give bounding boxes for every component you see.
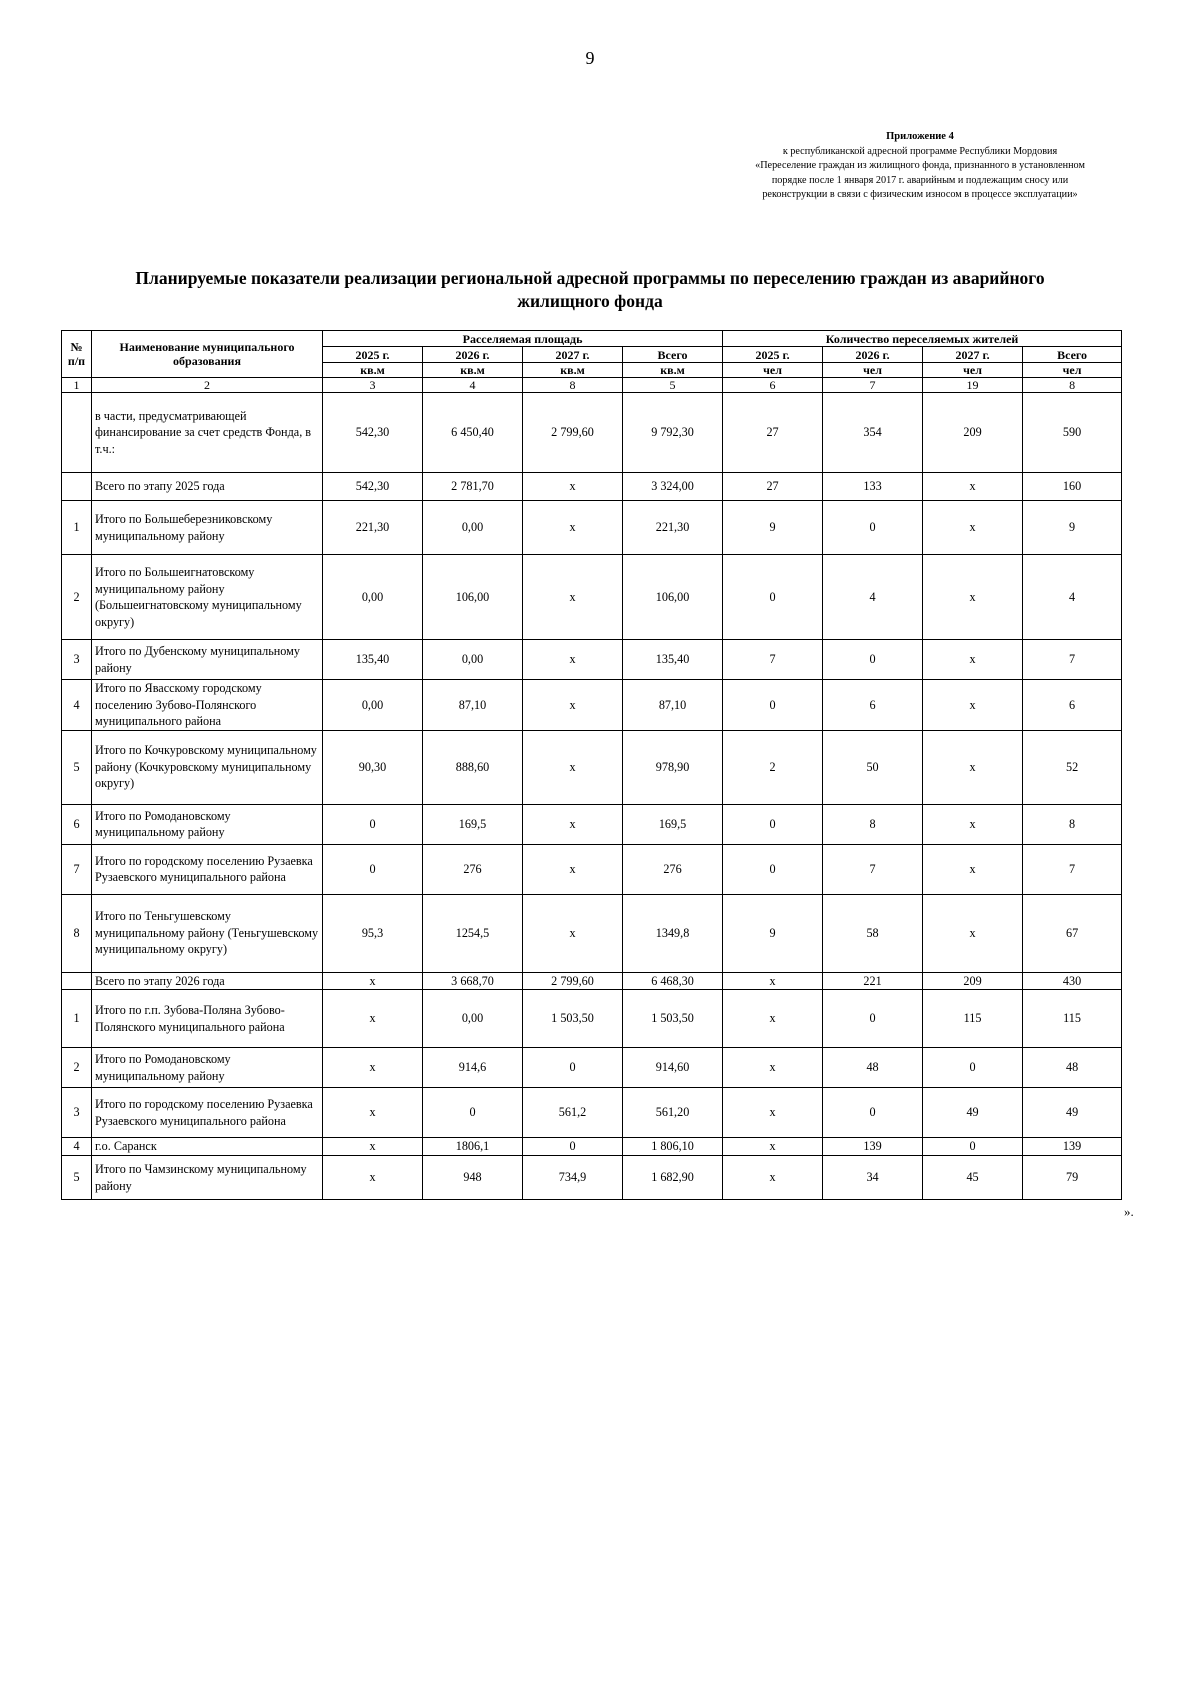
value-cell: х <box>723 1138 823 1156</box>
value-cell: 561,2 <box>523 1088 623 1138</box>
value-cell: х <box>923 894 1023 972</box>
value-cell: 2 781,70 <box>423 473 523 501</box>
header-unit: чел <box>723 363 823 378</box>
municipality-name-cell: Итого по Большеберезниковскому муниципальному району <box>92 501 323 555</box>
value-cell: 8 <box>823 804 923 844</box>
municipality-name-cell: Итого по Чамзинскому муниципальному району <box>92 1156 323 1200</box>
value-cell: 7 <box>1023 640 1122 680</box>
value-cell: 0 <box>723 844 823 894</box>
row-number-cell: 5 <box>62 1156 92 1200</box>
appendix-line: порядке после 1 января 2017 г. аварийным и подлежащим сносу или <box>771 174 1069 186</box>
value-cell: 430 <box>1023 972 1122 990</box>
value-cell: 139 <box>823 1138 923 1156</box>
value-cell: 209 <box>923 393 1023 473</box>
row-number-cell: 8 <box>62 894 92 972</box>
header-unit: чел <box>923 363 1023 378</box>
header-year: 2025 г. <box>323 347 423 363</box>
table-row <box>62 501 1122 555</box>
value-cell: 0 <box>823 640 923 680</box>
row-number-cell: 4 <box>62 680 92 731</box>
column-number: 7 <box>823 378 923 393</box>
municipality-name-cell: Итого по Дубенскому муниципальному району <box>92 640 323 680</box>
value-cell: 1 682,90 <box>623 1156 723 1200</box>
appendix-title: Приложение 4 <box>886 131 954 142</box>
municipality-name-cell: Итого по городскому поселению Рузаевка Рузаевского муниципального района <box>92 1088 323 1138</box>
value-cell: 169,5 <box>423 804 523 844</box>
table-row <box>62 894 1122 972</box>
value-cell: 276 <box>423 844 523 894</box>
value-cell: 87,10 <box>423 680 523 731</box>
header-year: 2025 г. <box>723 347 823 363</box>
table-row <box>62 473 1122 501</box>
municipality-name-cell: Итого по Ромодановскому муниципальному району <box>92 1048 323 1088</box>
value-cell: х <box>523 894 623 972</box>
value-cell: х <box>923 680 1023 731</box>
value-cell: 0 <box>823 990 923 1048</box>
value-cell: 48 <box>1023 1048 1122 1088</box>
value-cell: 160 <box>1023 473 1122 501</box>
value-cell: 590 <box>1023 393 1122 473</box>
row-number-cell: 2 <box>62 555 92 640</box>
value-cell: 354 <box>823 393 923 473</box>
table-row <box>62 1156 1122 1200</box>
value-cell: 209 <box>923 972 1023 990</box>
value-cell: 221,30 <box>623 501 723 555</box>
value-cell: 914,60 <box>623 1048 723 1088</box>
value-cell: х <box>523 844 623 894</box>
value-cell: 978,90 <box>623 730 723 804</box>
row-number-cell: 3 <box>62 640 92 680</box>
row-number-cell: 7 <box>62 844 92 894</box>
closing-quote-mark: ». <box>1124 1204 1134 1219</box>
value-cell: 139 <box>1023 1138 1122 1156</box>
value-cell: 27 <box>723 393 823 473</box>
header-year: Всего <box>623 347 723 363</box>
value-cell: 0,00 <box>323 555 423 640</box>
value-cell: 8 <box>1023 804 1122 844</box>
municipality-name-cell: Итого по Ромодановскому муниципальному району <box>92 804 323 844</box>
value-cell: 542,30 <box>323 473 423 501</box>
row-number-cell <box>62 393 92 473</box>
table-row <box>62 972 1122 990</box>
value-cell: 106,00 <box>623 555 723 640</box>
value-cell: 48 <box>823 1048 923 1088</box>
value-cell: 50 <box>823 730 923 804</box>
value-cell: 52 <box>1023 730 1122 804</box>
value-cell: 0 <box>823 1088 923 1138</box>
value-cell: 7 <box>723 640 823 680</box>
table-row <box>62 555 1122 640</box>
row-number-cell: 6 <box>62 804 92 844</box>
value-cell: 7 <box>823 844 923 894</box>
value-cell: 58 <box>823 894 923 972</box>
value-cell: х <box>523 730 623 804</box>
value-cell: 9 <box>723 894 823 972</box>
municipality-name-cell: Всего по этапу 2026 года <box>92 972 323 990</box>
value-cell: х <box>923 640 1023 680</box>
column-number: 2 <box>92 378 323 393</box>
value-cell: 4 <box>823 555 923 640</box>
row-number-cell: 5 <box>62 730 92 804</box>
value-cell: 169,5 <box>623 804 723 844</box>
value-cell: 9 <box>1023 501 1122 555</box>
header-people-group: Количество переселяемых жителей <box>723 331 1122 347</box>
value-cell: 87,10 <box>623 680 723 731</box>
appendix-line: «Переселение граждан из жилищного фонда, признанного в установленном <box>755 160 1085 171</box>
document-title-line: Планируемые показатели реализации региональной адресной программы по переселению граждан из аварийного <box>135 268 1045 288</box>
table-row <box>62 393 1122 473</box>
header-year: 2027 г. <box>523 347 623 363</box>
header-year: 2027 г. <box>923 347 1023 363</box>
value-cell: х <box>923 804 1023 844</box>
value-cell: х <box>723 1048 823 1088</box>
value-cell: х <box>323 972 423 990</box>
value-cell: 115 <box>923 990 1023 1048</box>
row-number-cell: 2 <box>62 1048 92 1088</box>
table-row <box>62 990 1122 1048</box>
value-cell: 888,60 <box>423 730 523 804</box>
value-cell: 9 <box>723 501 823 555</box>
value-cell: 67 <box>1023 894 1122 972</box>
header-unit: кв.м <box>423 363 523 378</box>
value-cell: 1806,1 <box>423 1138 523 1156</box>
value-cell: 914,6 <box>423 1048 523 1088</box>
municipality-name-cell: Итого по Большеигнатовскому муниципальному району (Большеигнатовскому муниципальному округу) <box>92 555 323 640</box>
municipality-name-cell: в части, предусматривающей финансирование за счет средств Фонда, в т.ч.: <box>92 393 323 473</box>
value-cell: 95,3 <box>323 894 423 972</box>
value-cell: 45 <box>923 1156 1023 1200</box>
value-cell: х <box>923 844 1023 894</box>
value-cell: х <box>323 1048 423 1088</box>
value-cell: 1254,5 <box>423 894 523 972</box>
header-unit: кв.м <box>523 363 623 378</box>
value-cell: 9 792,30 <box>623 393 723 473</box>
column-number: 5 <box>623 378 723 393</box>
value-cell: х <box>323 990 423 1048</box>
value-cell: х <box>723 972 823 990</box>
value-cell: 0 <box>723 680 823 731</box>
value-cell: 49 <box>923 1088 1023 1138</box>
value-cell: х <box>523 501 623 555</box>
value-cell: 0 <box>423 1088 523 1138</box>
value-cell: 4 <box>1023 555 1122 640</box>
value-cell: 0 <box>823 501 923 555</box>
value-cell: 6 <box>1023 680 1122 731</box>
value-cell: 0,00 <box>423 640 523 680</box>
municipality-name-cell: Итого по Кочкуровскому муниципальному району (Кочкуровскому муниципальному округу) <box>92 730 323 804</box>
value-cell: 1 806,10 <box>623 1138 723 1156</box>
header-unit: кв.м <box>323 363 423 378</box>
value-cell: 0,00 <box>423 990 523 1048</box>
table-row <box>62 640 1122 680</box>
value-cell: 7 <box>1023 844 1122 894</box>
appendix-line: к республиканской адресной программе Республики Мордовия <box>782 145 1058 157</box>
value-cell: 1 503,50 <box>523 990 623 1048</box>
value-cell: 90,30 <box>323 730 423 804</box>
value-cell: 49 <box>1023 1088 1122 1138</box>
value-cell: 221,30 <box>323 501 423 555</box>
column-number: 19 <box>923 378 1023 393</box>
value-cell: 2 799,60 <box>523 972 623 990</box>
municipality-name-cell: Итого по Теньгушевскому муниципальному району (Теньгушевскому муниципальному округу) <box>92 894 323 972</box>
table-row <box>62 730 1122 804</box>
value-cell: 6 450,40 <box>423 393 523 473</box>
row-number-cell <box>62 972 92 990</box>
value-cell: 6 <box>823 680 923 731</box>
table-row <box>62 844 1122 894</box>
value-cell: 135,40 <box>323 640 423 680</box>
header-unit: чел <box>823 363 923 378</box>
value-cell: х <box>523 640 623 680</box>
header-area-group: Расселяемая площадь <box>323 331 723 347</box>
value-cell: 0 <box>323 844 423 894</box>
value-cell: 133 <box>823 473 923 501</box>
value-cell: х <box>723 990 823 1048</box>
appendix-block <box>700 130 1140 203</box>
value-cell: х <box>523 680 623 731</box>
value-cell: х <box>923 730 1023 804</box>
value-cell: 561,20 <box>623 1088 723 1138</box>
page-number: 9 <box>585 48 595 68</box>
value-cell: х <box>723 1088 823 1138</box>
value-cell: 0 <box>723 555 823 640</box>
value-cell: 3 324,00 <box>623 473 723 501</box>
value-cell: х <box>523 555 623 640</box>
row-number-cell: 4 <box>62 1138 92 1156</box>
value-cell: 276 <box>623 844 723 894</box>
municipality-name-cell: Всего по этапу 2025 года <box>92 473 323 501</box>
header-unit: кв.м <box>623 363 723 378</box>
document-title <box>60 267 1120 313</box>
row-number-cell: 1 <box>62 990 92 1048</box>
value-cell: 6 468,30 <box>623 972 723 990</box>
header-unit: чел <box>1023 363 1122 378</box>
column-number: 8 <box>1023 378 1122 393</box>
row-number-cell: 1 <box>62 501 92 555</box>
value-cell: х <box>923 473 1023 501</box>
value-cell: 0 <box>323 804 423 844</box>
document-title-line: жилищного фонда <box>517 291 663 311</box>
value-cell: 135,40 <box>623 640 723 680</box>
value-cell: 115 <box>1023 990 1122 1048</box>
table-row <box>62 1088 1122 1138</box>
column-number: 8 <box>523 378 623 393</box>
municipality-name-cell: Итого по городскому поселению Рузаевка Рузаевского муниципального района <box>92 844 323 894</box>
value-cell: 34 <box>823 1156 923 1200</box>
table-row <box>62 1048 1122 1088</box>
header-year: Всего <box>1023 347 1122 363</box>
value-cell: 0,00 <box>323 680 423 731</box>
header-num: № п/п <box>62 331 92 378</box>
row-number-cell <box>62 473 92 501</box>
municipality-name-cell: Итого по Явасскому городскому поселению Зубово-Полянского муниципального района <box>92 680 323 731</box>
municipality-name-cell: Итого по г.п. Зубова-Поляна Зубово-Полянского муниципального района <box>92 990 323 1048</box>
header-name: Наименование муниципального образования <box>92 331 323 378</box>
value-cell: х <box>923 501 1023 555</box>
value-cell: 0 <box>923 1138 1023 1156</box>
value-cell: 2 799,60 <box>523 393 623 473</box>
value-cell: 1 503,50 <box>623 990 723 1048</box>
value-cell: 0 <box>723 804 823 844</box>
value-cell: х <box>323 1138 423 1156</box>
value-cell: 734,9 <box>523 1156 623 1200</box>
value-cell: х <box>323 1156 423 1200</box>
value-cell: х <box>523 473 623 501</box>
column-number-row <box>62 378 1122 393</box>
table-row <box>62 804 1122 844</box>
value-cell: 948 <box>423 1156 523 1200</box>
table-row <box>62 680 1122 731</box>
municipality-name-cell: г.о. Саранск <box>92 1138 323 1156</box>
value-cell: 27 <box>723 473 823 501</box>
column-number: 4 <box>423 378 523 393</box>
value-cell: 0 <box>523 1138 623 1156</box>
value-cell: 2 <box>723 730 823 804</box>
value-cell: х <box>723 1156 823 1200</box>
value-cell: х <box>323 1088 423 1138</box>
value-cell: 106,00 <box>423 555 523 640</box>
value-cell: х <box>523 804 623 844</box>
value-cell: 542,30 <box>323 393 423 473</box>
column-number: 6 <box>723 378 823 393</box>
column-number: 3 <box>323 378 423 393</box>
value-cell: 79 <box>1023 1156 1122 1200</box>
value-cell: х <box>923 555 1023 640</box>
header-year: 2026 г. <box>423 347 523 363</box>
value-cell: 3 668,70 <box>423 972 523 990</box>
column-number: 1 <box>62 378 92 393</box>
indicators-table <box>61 330 1122 1200</box>
appendix-line: реконструкции в связи с физическим износом в процессе эксплуатации» <box>762 189 1078 200</box>
value-cell: 0 <box>523 1048 623 1088</box>
value-cell: 221 <box>823 972 923 990</box>
table-row <box>62 1138 1122 1156</box>
value-cell: 1349,8 <box>623 894 723 972</box>
value-cell: 0,00 <box>423 501 523 555</box>
row-number-cell: 3 <box>62 1088 92 1138</box>
header-year: 2026 г. <box>823 347 923 363</box>
value-cell: 0 <box>923 1048 1023 1088</box>
